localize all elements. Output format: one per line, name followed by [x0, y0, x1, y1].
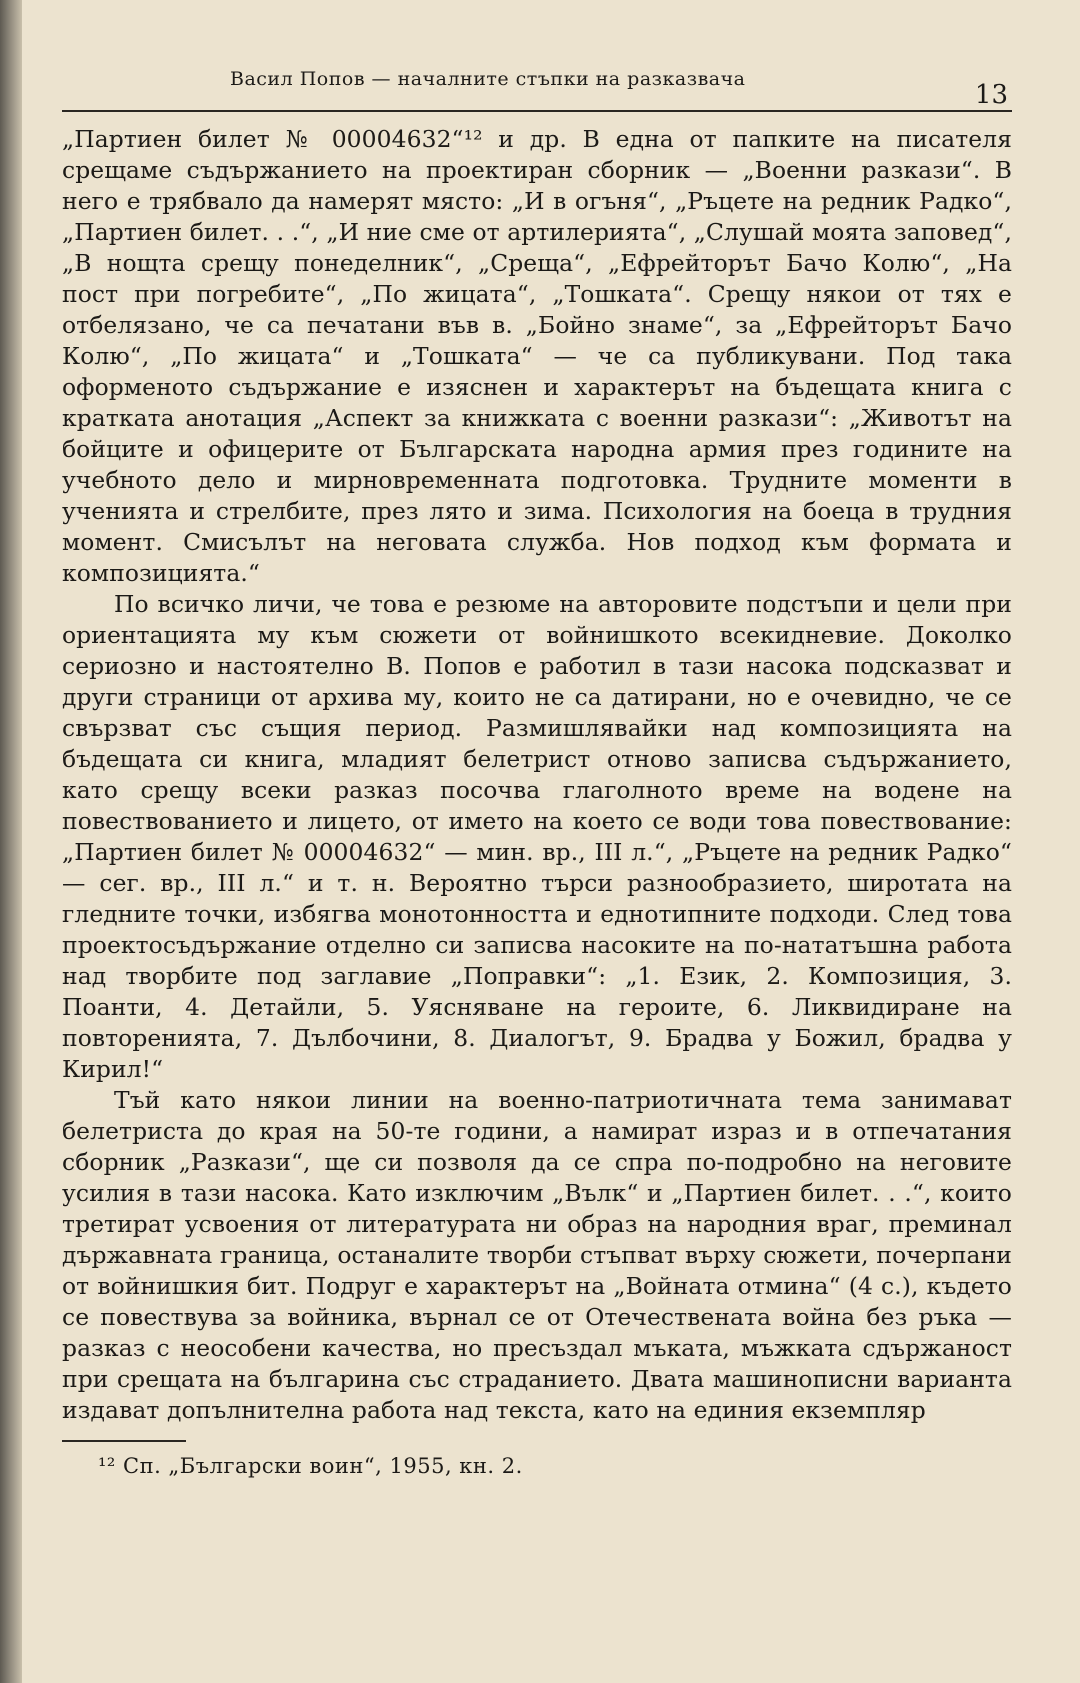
page-header: [62, 60, 1012, 112]
running-title: Васил Попов — началните стъпки на разказвача: [230, 68, 746, 90]
book-page: [62, 60, 1012, 1660]
footnote-divider: [62, 1440, 186, 1442]
paragraph-1: „Партиен билет № 00004632“¹² и др. В една от папките на писателя срещаме съдържанието на проектиран сборник — „Военни разкази“. В него е трябвало да намерят място: „И в огъня“, „Ръцете на редник Радко“, „Партиен билет. . .“, „И ние сме от артилерията“, „Слушай моята заповед“, „В нощта срещу понеделник“, „Среща“, „Ефрейторът Бачо Колю“, „На пост при погребите“, „По жицата“, „Тошката“. Срещу някои от тях е отбелязано, че са печатани във в. „Бойно знаме“, за „Ефрейторът Бачо Колю“, „По жицата“ и „Тошката“ — че са публикувани. Под така оформеното съдържание е изяснен и характерът на бъдещата книга с кратката анотация „Аспект за книжката с военни разкази“: „Животът на бойците и офицерите от Българската народна армия през годините на учебното дело и мирновременната подготовка. Трудните моменти в ученията и стрелбите, през лято и зима. Психология на боеца в трудния момент. Смисълът на неговата служба. Нов подход към формата и композицията.“: [62, 125, 1012, 587]
paragraph-2: По всичко личи, че това е резюме на авторовите подстъпи и цели при ориентацията му към сюжети от войнишкото всекидневие. Доколко сериозно и настоятелно В. Попов е работил в тази насока подсказват и други страници от архива му, които не са датирани, но е очевидно, че се свързват със същия период. Размишлявайки над композицията на бъдещата си книга, младият белетрист отново записва съдържанието, като срещу всеки разказ посочва глаголното време на водене на повествованието и лицето, от името на което се води това повествование: „Партиен билет № 00004632“ — мин. вр., III л.“, „Ръцете на редник Радко“ — сег. вр., III л.“ и т. н. Вероятно търси разнообразието, широтата на гледните точки, избягва монотонността и еднотипните подходи. След това проектосъдържание отделно си записва насоките на по-нататъшна работа над творбите под заглавие „Поправки“: „1. Език, 2. Композиция, 3. Поанти, 4. Детайли, 5. Уясняване на героите, 6. Ликвидиране на повторенията, 7. Дълбочини, 8. Диалогът, 9. Брадва у Божил, брадва у Кирил!“: [62, 590, 1012, 1083]
body-text: [62, 124, 1012, 1426]
footnote: ¹² Сп. „Български воин“, 1955, кн. 2.: [98, 1454, 523, 1478]
book-spine-shadow: [0, 0, 22, 1683]
paragraph-3: Тъй като някои линии на военно-патриотичната тема занимават белетриста до края на 50-те години, а намират израз и в отпечатания сборник „Разкази“, ще си позволя да се спра по-подробно на неговите усилия в тази насока. Като изключим „Вълк“ и „Партиен билет. . .“, които третират усвоения от литературата ни образ на народния враг, преминал държавната граница, останалите творби стъпват върху сюжети, почерпани от войнишкия бит. Подруг е характерът на „Войната отмина“ (4 с.), където се повествува за войника, върнал се от Отечествената война без ръка — разказ с неособени качества, но пресъздал мъката, мъжката сдържаност при срещата на българина със страданието. Двата машинописни варианта издават допълнителна работа над текста, като на единия екземпляр: [62, 1086, 1012, 1424]
page-number: 13: [974, 80, 1008, 110]
